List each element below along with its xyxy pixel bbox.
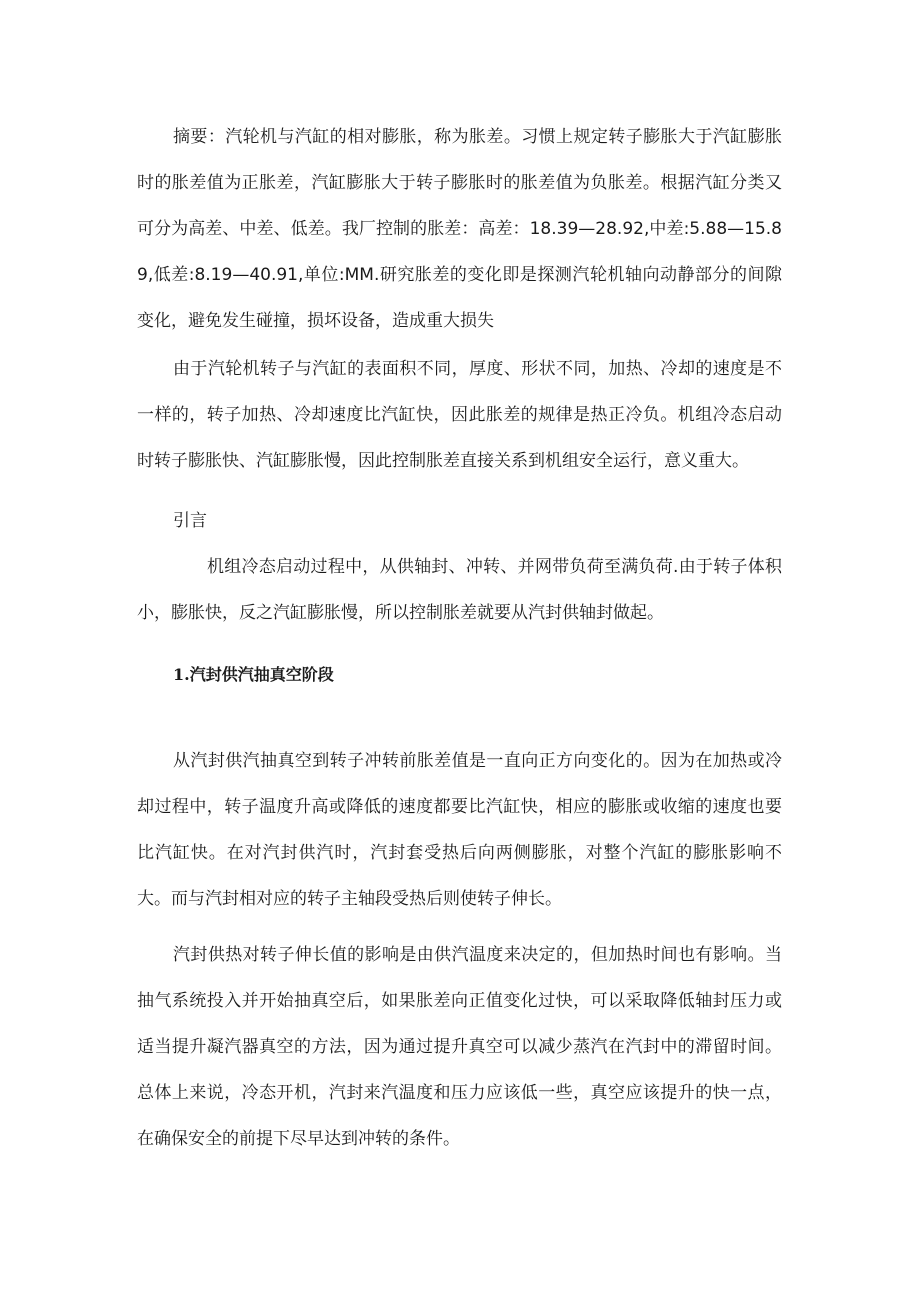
intro-paragraph: 机组冷态启动过程中，从供轴封、冲转、并网带负荷至满负荷.由于转子体积小，膨胀快，反之汽缸膨胀慢，所以控制胀差就要从汽封供轴封做起。: [137, 557, 782, 623]
abstract-paragraph: 摘要：汽轮机与汽缸的相对膨胀，称为胀差。习惯上规定转子膨胀大于汽缸膨胀时的胀差值为正胀差，汽缸膨胀大于转子膨胀时的胀差值为负胀差。根据汽缸分类又可分为高差、中差、低差。我厂控制的胀差：高差：18.39—28.92,中差:5.88—15.89,低差:8.19—40.91,单位:MM.研究胀差的变化即是探测汽轮机轴向动静部分的间隙变化，避免发生碰撞，损坏设备，造成重大损失: [137, 127, 782, 331]
reason-paragraph: 由于汽轮机转子与汽缸的表面积不同，厚度、形状不同，加热、冷却的速度是不一样的，转子加热、冷却速度比汽缸快，因此胀差的规律是热正冷负。机组冷态启动时转子膨胀快、汽缸膨胀慢，因此控制胀差直接关系到机组安全运行，意义重大。: [137, 359, 782, 471]
section-1-paragraph-1: 从汽封供汽抽真空到转子冲转前胀差值是一直向正方向变化的。因为在加热或冷却过程中，转子温度升高或降低的速度都要比汽缸快，相应的膨胀或收缩的速度也要比汽缸快。在对汽封供汽时，汽封套受热后向两侧膨胀，对整个汽缸的膨胀影响不大。而与汽封相对应的转子主轴段受热后则使转子伸长。: [137, 751, 782, 909]
intro-heading: 引言: [173, 511, 207, 531]
section-1-heading: 1.汽封供汽抽真空阶段: [173, 665, 334, 684]
section-1-paragraph-2: 汽封供热对转子伸长值的影响是由供汽温度来决定的，但加热时间也有影响。当抽气系统投入并开始抽真空后，如果胀差向正值变化过快，可以采取降低轴封压力或适当提升凝汽器真空的方法，因为通过提升真空可以减少蒸汽在汽封中的滞留时间。总体上来说，冷态开机，汽封来汽温度和压力应该低一些，真空应该提升的快一点，在确保安全的前提下尽早达到冲转的条件。: [137, 945, 782, 1149]
